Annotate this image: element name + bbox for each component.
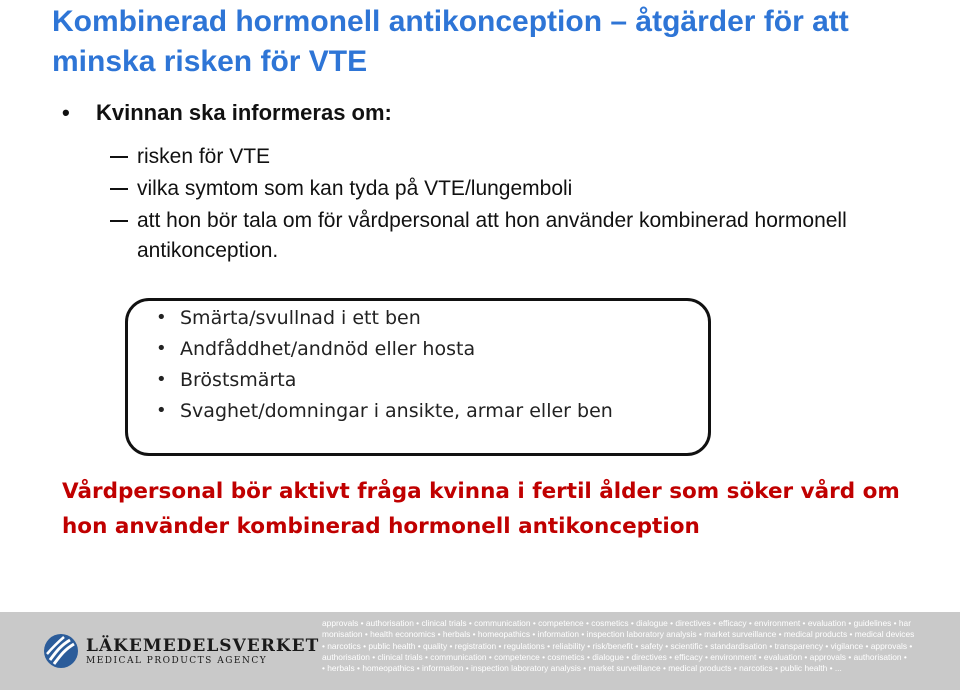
footer-keywords (322, 618, 952, 686)
dash-icon (110, 220, 128, 222)
staff-note: Vårdpersonal bör aktivt fråga kvinna i fertil ålder som söker vård om hon använder kombinerad hormonell antikonception (62, 479, 900, 539)
keyword-line: authorisation • clinical trials • communication • competence • cosmetics • dialogue • directives • efficacy • environment • evaluation • approvals • authorisation • (322, 651, 907, 662)
bullet-dot-icon: • (156, 369, 167, 390)
symptom-box (125, 298, 711, 456)
keyword-line: monisation • health economics • herbals • homeopathics • information • inspection laboratory analysis • market surveillance • medical products • medical devices (322, 629, 915, 640)
bullet-dot-icon: • (156, 400, 167, 421)
sub-bullet-text: att hon bör tala om för vårdpersonal att hon använder kombinerad hormonell antikonception. (137, 209, 847, 262)
sub-bullet-symptoms (110, 174, 870, 204)
agency-logo-icon (44, 634, 78, 668)
symptom-text: Smärta/svullnad i ett ben (180, 307, 421, 329)
sub-bullet-text: vilka symtom som kan tyda på VTE/lungemboli (137, 177, 573, 200)
symptom-text: Andfåddhet/andnöd eller hosta (180, 338, 476, 360)
bullet-dot-icon: • (62, 100, 70, 125)
slide-title: Kombinerad hormonell antikonception – åtgärder för att minska risken för VTE (52, 5, 849, 78)
symptom-text: Svaghet/domningar i ansikte, armar eller ben (180, 400, 613, 422)
keyword-line: • narcotics • public health • quality • registration • regulations • reliability • risk/benefit • safety • scientific • standardisation • transparency • vigilance • approvals • (322, 640, 913, 651)
brand-subtitle: MEDICAL PRODUCTS AGENCY (86, 656, 268, 666)
keyword-line: • herbals • homeopathics • information • inspection laboratory analysis • market surveillance • medical products • narcotics • public health • ... (322, 663, 842, 674)
sub-bullet-text: risken för VTE (137, 145, 271, 168)
dash-icon (110, 156, 128, 158)
keyword-line: approvals • authorisation • clinical trials • communication • competence • cosmetics • dialogue • directives • efficacy • environment • evaluation • guidelines • har (322, 618, 911, 628)
sub-bullet-inform-staff (110, 206, 870, 266)
bullet-dot-icon: • (156, 338, 167, 359)
bullet-dot-icon: • (156, 307, 167, 328)
brand-name: LÄKEMEDELSVERKET (86, 636, 320, 656)
dash-icon (110, 188, 128, 190)
logo-mark-icon (44, 634, 78, 668)
main-bullet-text: Kvinnan ska informeras om: (96, 100, 392, 125)
symptom-text: Bröstsmärta (180, 369, 297, 391)
sub-bullet-risk (110, 142, 870, 172)
